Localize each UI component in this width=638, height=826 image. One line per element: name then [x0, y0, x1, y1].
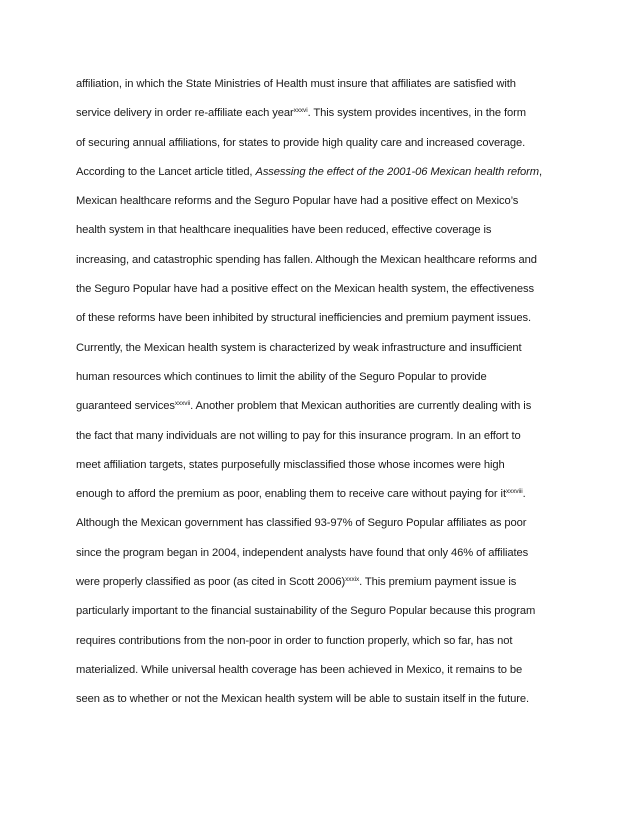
text-line: [76, 392, 576, 421]
text-run: increasing, and catastrophic spending has fallen. Although the Mexican healthcare reforms and: [76, 253, 537, 266]
footnote-marker: xxxvii: [174, 400, 191, 408]
text-run: the fact that many individuals are not willing to pay for this insurance program. In an effort to: [76, 429, 521, 442]
text-run: service delivery in order re-affiliate each year: [76, 107, 294, 120]
text-run: health system in that healthcare inequalities have been reduced, effective coverage is: [76, 224, 492, 237]
text-run: guaranteed services: [76, 400, 175, 413]
text-run: meet affiliation targets, states purposefully misclassified those whose incomes were high: [76, 458, 505, 471]
text-line: [76, 422, 576, 451]
text-line: [76, 451, 576, 480]
text-run: Currently, the Mexican health system is characterized by weak infrastructure and insufficient: [76, 341, 522, 354]
text-run: .: [522, 488, 526, 501]
text-run: of these reforms have been inhibited by structural inefficiencies and premium payment issues.: [76, 312, 532, 325]
footnote-marker: xxxviii: [505, 488, 523, 496]
text-run: affiliation, in which the State Ministries of Health must insure that affiliates are satisfied with: [76, 78, 516, 90]
text-line: [76, 509, 576, 538]
text-line: [76, 480, 576, 509]
text-line: [76, 246, 576, 275]
article-title: Assessing the effect of the 2001-06 Mexican health reform: [255, 165, 539, 178]
text-line: [76, 656, 576, 685]
text-line: [76, 70, 576, 99]
text-line: [76, 129, 576, 158]
footnote-marker: xxxix: [345, 576, 360, 584]
text-run: requires contributions from the non-poor in order to function properly, which so far, has not: [76, 634, 513, 647]
text-run: of securing annual affiliations, for states to provide high quality care and increased coverage.: [76, 136, 526, 149]
text-run: . This system provides incentives, in the form: [307, 107, 526, 120]
text-run: . This premium payment issue is: [359, 576, 517, 589]
text-line: [76, 568, 576, 597]
text-run: since the program began in 2004, independent analysts have found that only 46% of affiliates: [76, 546, 529, 559]
text-run: Although the Mexican government has classified 93-97% of Seguro Popular affiliates as poor: [76, 517, 527, 530]
text-run: the Seguro Popular have had a positive effect on the Mexican health system, the effectiveness: [76, 283, 534, 296]
text-line: [76, 99, 576, 128]
text-line: [76, 597, 576, 626]
text-line: [76, 363, 576, 392]
text-run: According to the Lancet article titled,: [76, 165, 256, 178]
text-line: [76, 187, 576, 216]
text-line: [76, 304, 576, 333]
text-run: . Another problem that Mexican authorities are currently dealing with is: [190, 400, 532, 413]
text-run: materialized. While universal health coverage has been achieved in Mexico, it remains to be: [76, 663, 523, 676]
text-line: [76, 216, 576, 245]
body-paragraph: [76, 70, 576, 715]
text-run: particularly important to the financial sustainability of the Seguro Popular because this program: [76, 605, 536, 618]
text-run: seen as to whether or not the Mexican health system will be able to sustain itself in the future.: [76, 693, 529, 706]
text-line: [76, 685, 576, 714]
text-line: [76, 158, 576, 187]
text-line: [76, 334, 576, 363]
text-line: [76, 627, 576, 656]
text-run: ,: [538, 165, 542, 178]
text-run: were properly classified as poor (as cited in Scott 2006): [76, 576, 346, 589]
footnote-marker: xxxvi: [293, 107, 308, 115]
text-run: enough to afford the premium as poor, enabling them to receive care without paying for it: [76, 488, 506, 501]
text-line: [76, 275, 576, 304]
text-run: Mexican healthcare reforms and the Seguro Popular have had a positive effect on Mexico’s: [76, 195, 519, 208]
text-line: [76, 539, 576, 568]
text-run: human resources which continues to limit the ability of the Seguro Popular to provide: [76, 370, 487, 383]
